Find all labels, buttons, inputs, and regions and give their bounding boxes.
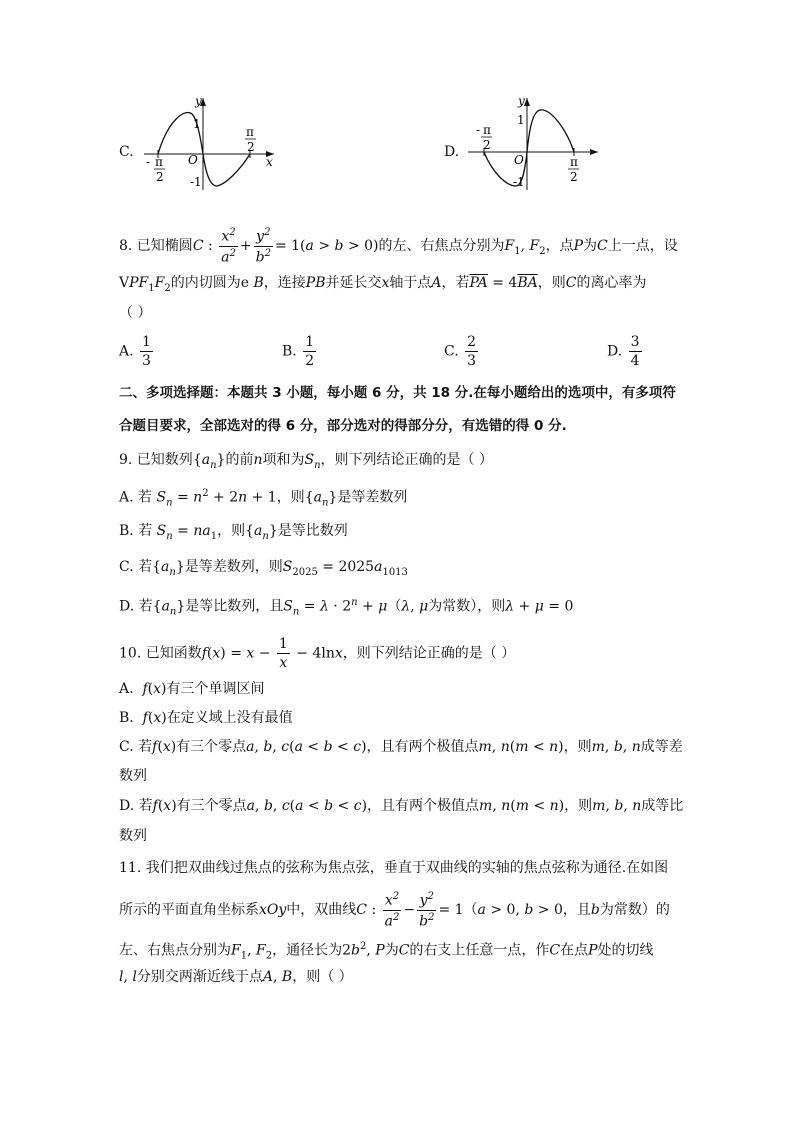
q8-option-a[interactable]: A. $\frac{1}{3}$: [119, 334, 151, 369]
graph-d-minus-left: -: [476, 123, 481, 137]
frac-y2-b2: $\frac{y^2}{b^2}$: [255, 227, 271, 266]
graph-c-den-right: 2: [247, 140, 255, 154]
graph-d-y-top: 1: [517, 113, 525, 127]
graph-c-pi-left: π: [155, 155, 163, 169]
q10-option-c-wrap: 数列: [119, 768, 147, 784]
q8-option-b[interactable]: B. $\frac{1}{2}$: [282, 334, 315, 369]
q11-line3: 左、右焦点分别为$F_1$, $F_2$，通径长为$2b^2$, P为C的右支上任意一点，作C在点P处的切线: [119, 941, 654, 962]
graph-d-label: D.: [444, 144, 460, 160]
section2-line1: 二、多项选择题：本题共 3 小题，每小题 6 分，共 18 分.在每小题给出的选项中，有多项符: [119, 385, 676, 401]
graph-d-curve: [484, 110, 574, 186]
q11-line4: l, l分别交两渐近线于点A, B，则（ ）: [119, 969, 353, 985]
graph-d-origin: O: [514, 153, 524, 167]
q10-option-a[interactable]: A. f(x)有三个单调区间: [119, 681, 265, 697]
graph-c-y-bottom: -1: [190, 175, 202, 189]
graph-d-figure: [466, 90, 606, 196]
q10-stem: 10. 已知函数f(x) = x − $\frac{1}{x}$ − 4lnx，则下列结论正确的是（ ）: [119, 636, 516, 671]
graph-c-den-left: 2: [156, 170, 164, 184]
graph-c-y-top: 1: [193, 117, 201, 131]
frac-x2-a2: $\frac{x^2}{a^2}$: [221, 227, 236, 266]
q10-option-d[interactable]: D. 若f(x)有三个零点a, b, c(a < b < c)，且有两个极值点m, n(m < n)，则m, b, n成等比: [119, 798, 684, 814]
graph-d-pi-left: π: [483, 123, 491, 137]
q11-line1: 11. 我们把双曲线过焦点的弦称为焦点弦，垂直于双曲线的实轴的焦点弦称为通径.在如图: [119, 860, 669, 876]
graph-c-label: C.: [119, 144, 134, 160]
q8-line1: 8. 已知椭圆C : $\frac{x^2}{a^2}$ + $\frac{y^2}{b^2}$ = 1(a > b > 0)的左、右焦点分别为$F_1$, $F_2$，点P为C上一点，设: [119, 227, 678, 266]
graph-d-x-arrow: [590, 149, 598, 155]
q10-option-c[interactable]: C. 若f(x)有三个零点a, b, c(a < b < c)，且有两个极值点m, n(m < n)，则m, b, n成等差: [119, 739, 683, 755]
q10-option-b[interactable]: B. f(x)在定义域上没有最值: [119, 710, 293, 726]
q9-option-a[interactable]: A. 若 $S_n = n^2 + 2n + 1$，则$\{a_n\}$是等差数列: [119, 488, 408, 509]
section2-line2: 合题目要求，全部选对的得 6 分，部分选对的得部分分，有选错的得 0 分.: [119, 418, 567, 434]
q8-line2: $VPF_1F_2$的内切圆为e B，连接PB并延长交x轴于点A，若$\overline{PA} = 4\overline{BA}$，则C的离心率为: [119, 275, 647, 294]
graph-d-y-bottom: -1: [513, 175, 525, 189]
graph-d-den-left: 2: [483, 138, 491, 152]
graph-c-figure: [140, 90, 285, 196]
graph-c-origin: O: [188, 153, 198, 167]
q8-option-d[interactable]: D. $\frac{3}{4}$: [607, 334, 640, 369]
graph-d-pi-right: π: [570, 155, 578, 169]
q10-option-d-wrap: 数列: [119, 828, 147, 844]
q9-stem: 9. 已知数列$\{a_n\}$的前n项和为$S_n$，则下列结论正确的是（ ）: [119, 452, 493, 471]
graph-d-den-right: 2: [570, 170, 578, 184]
graph-c-x-label: x: [266, 155, 273, 169]
q9-option-b[interactable]: B. 若 $S_n = na_1$，则$\{a_n\}$是等比数列: [119, 523, 348, 542]
q11-line2: 所示的平面直角坐标系xOy中，双曲线C : $\frac{x^2}{a^2}$ − $\frac{y^2}{b^2}$ = 1（a > 0, b > 0，且b为常数）的: [119, 891, 670, 930]
frac-1-x: $\frac{1}{x}$: [278, 636, 288, 671]
graph-d-y-label: y: [518, 94, 525, 108]
q8-option-c[interactable]: C. $\frac{2}{3}$: [444, 334, 477, 369]
q9-option-c[interactable]: C. 若$\{a_n\}$是等差数列，则$S_{2025} = 2025a_{1013}$: [119, 559, 408, 578]
graph-c-curve: [158, 113, 250, 186]
graph-c-y-label: y: [195, 94, 202, 108]
graph-c-minus-left: -: [146, 155, 151, 169]
q9-option-d[interactable]: D. 若$\{a_n\}$是等比数列，且$S_n = \lambda \cdot 2^n + \mu(\lambda$, μ为常数），则λ + μ = 0: [119, 597, 574, 618]
graph-c-pi-right: π: [246, 125, 254, 139]
q8-paren: （ ）: [119, 305, 152, 321]
graph-d-y-arrow: [524, 98, 530, 106]
